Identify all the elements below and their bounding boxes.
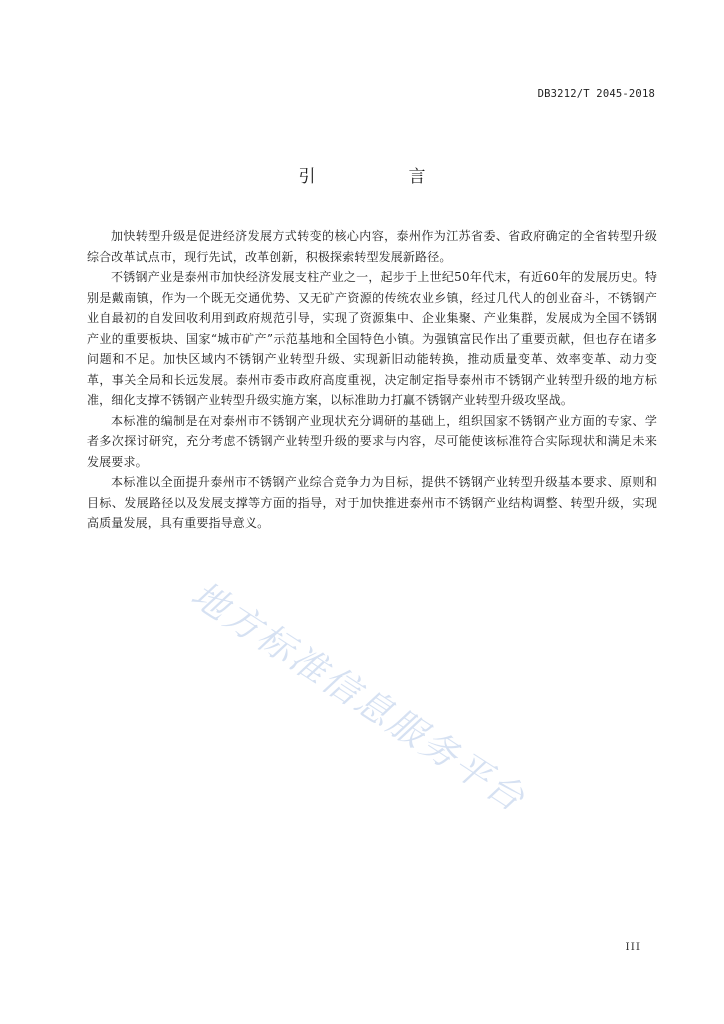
page-number: III [625, 941, 641, 953]
paragraph-4: 本标准以全面提升泰州市不锈钢产业综合竞争力为目标，提供不锈钢产业转型升级基本要求、原则和目标、发展路径以及发展支撑等方面的指导，对于加快推进泰州市不锈钢产业结构调整、转型升级，实现高质量发展，具有重要指导意义。 [87, 475, 657, 530]
watermark: 地方标准信息服务平台 [183, 574, 534, 821]
body-text [87, 226, 657, 534]
page-title: 引 言 [298, 167, 464, 187]
paragraph-1: 加快转型升级是促进经济发展方式转变的核心内容，泰州作为江苏省委、省政府确定的全省转型升级综合改革试点市，现行先试，改革创新，积极探索转型发展新路径。 [87, 229, 657, 264]
paragraph-2: 不锈钢产业是泰州市加快经济发展支柱产业之一，起步于上世纪50年代末，有近60年的发展历史。特别是戴南镇，作为一个既无交通优势、又无矿产资源的传统农业乡镇，经过几代人的创业奋斗，不锈钢产业自最初的自发回收利用到政府规范引导，实现了资源集中、企业集聚、产业集群，发展成为全国不锈钢产业的重要板块、国家“城市矿产”示范基地和全国特色小镇。为强镇富民作出了重要贡献，但也存在诸多问题和不足。加快区域内不锈钢产业转型升级、实现新旧动能转换，推动质量变革、效率变革、动力变革，事关全局和长远发展。泰州市委市政府高度重视，决定制定指导泰州市不锈钢产业转型升级的地方标准，细化支撑不锈钢产业转型升级实施方案，以标准助力打赢不锈钢产业转型升级攻坚战。 [87, 270, 657, 407]
document-code: DB3212/T 2045-2018 [537, 88, 655, 100]
paragraph-3: 本标准的编制是在对泰州市不锈钢产业现状充分调研的基础上，组织国家不锈钢产业方面的专家、学者多次探讨研究，充分考虑不锈钢产业转型升级的要求与内容，尽可能使该标准符合实际现状和满足未来发展要求。 [87, 413, 657, 469]
